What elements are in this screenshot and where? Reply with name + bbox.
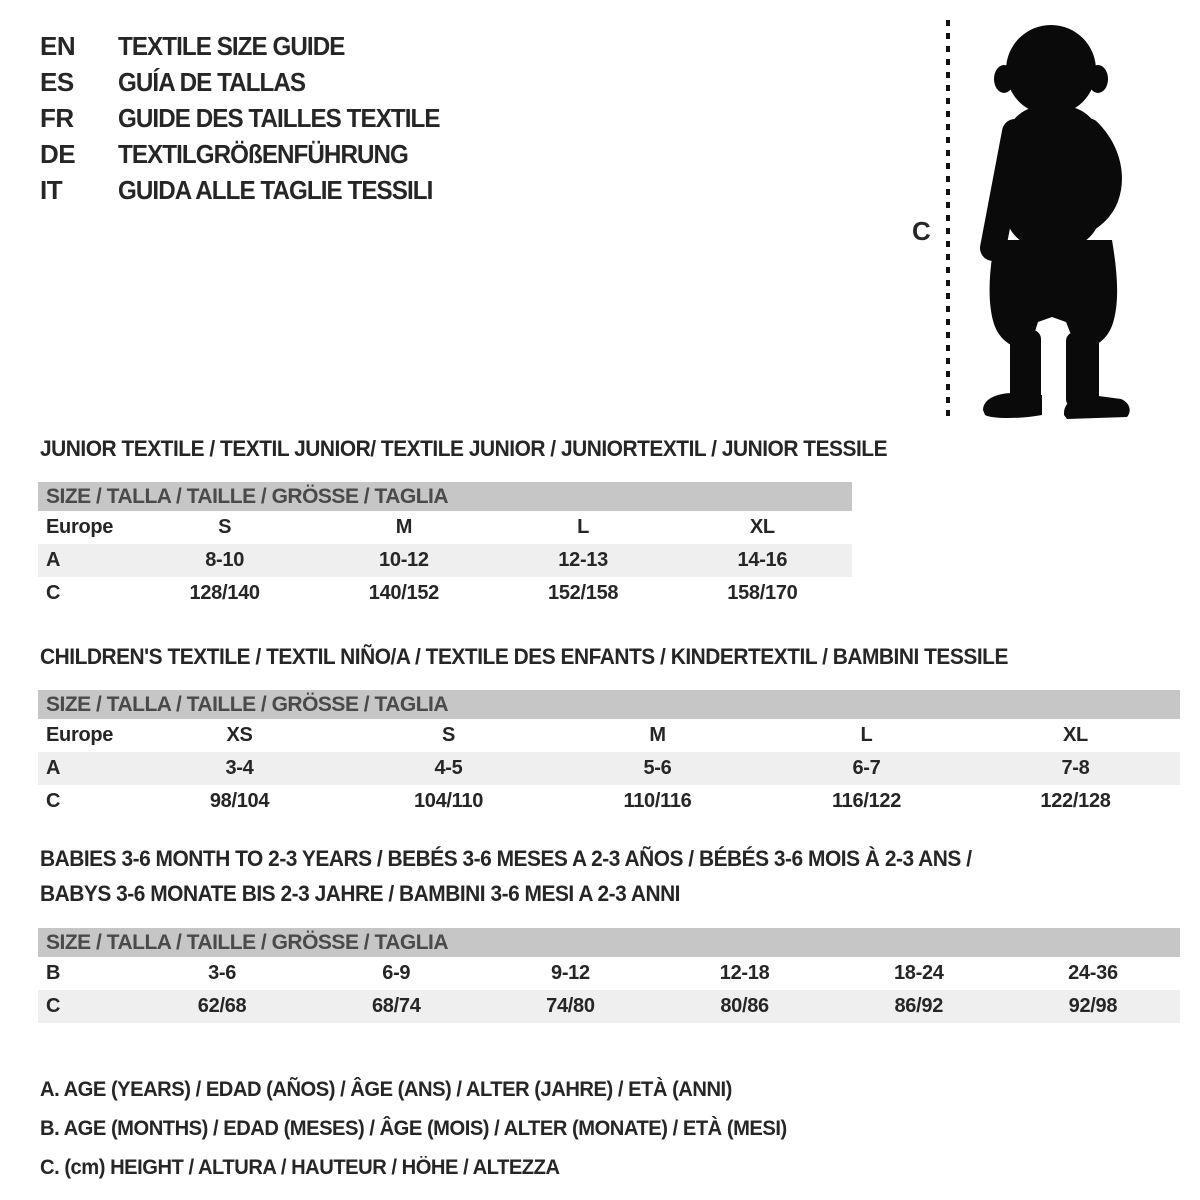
lang-code: DE (40, 138, 76, 169)
lang-code: IT (40, 174, 63, 205)
size-cell: 74/80 (546, 995, 595, 1017)
children-table-rows (38, 719, 1180, 818)
row-label: C (46, 582, 61, 604)
size-cell: 116/122 (831, 790, 902, 812)
size-cell: 6-7 (852, 757, 881, 779)
lang-row-de (40, 136, 464, 172)
legend-line-a: A. AGE (YEARS) / EDAD (AÑOS) / ÂGE (ANS) / ALTER (JAHRE) / ETÀ (ANNI) (40, 1078, 732, 1101)
row-label: A (46, 757, 61, 779)
row-label: B (46, 962, 61, 984)
table-row (38, 957, 1180, 990)
table-row (38, 990, 1180, 1023)
size-cell: 92/98 (1068, 995, 1118, 1017)
size-cell: XL (1063, 724, 1088, 746)
size-cell: 122/128 (1040, 790, 1111, 812)
size-cell: XL (749, 516, 775, 538)
row-label: C (46, 790, 61, 812)
size-header-bar: SIZE / TALLA / TAILLE / GRÖSSE / TAGLIA (38, 482, 852, 511)
junior-section-title (40, 431, 887, 466)
size-cell: 128/140 (189, 582, 260, 604)
lang-title: TEXTILE SIZE GUIDE (118, 30, 345, 61)
row-label: Europe (46, 516, 114, 538)
lang-title: GUIDE DES TAILLES TEXTILE (118, 102, 440, 133)
size-cell: M (395, 516, 413, 538)
size-header-bar: SIZE / TALLA / TAILLE / GRÖSSE / TAGLIA (38, 928, 1180, 957)
toddler-silhouette-icon (962, 12, 1144, 422)
babies-size-table (38, 928, 1180, 1023)
children-section-title (40, 639, 1008, 674)
legend-line-c: C. (cm) HEIGHT / ALTURA / HAUTEUR / HÖHE / ALTEZZA (40, 1156, 560, 1179)
size-cell: 98/104 (209, 790, 270, 812)
size-cell: XS (226, 724, 253, 746)
size-cell: 12-13 (558, 549, 608, 571)
lang-code: EN (40, 30, 76, 61)
lang-title: TEXTILGRÖßENFÜHRUNG (118, 138, 408, 169)
lang-row-it (40, 172, 464, 208)
size-cell: 80/86 (720, 995, 769, 1017)
row-label: Europe (46, 724, 114, 746)
size-cell: 12-18 (719, 962, 770, 984)
size-cell: 140/152 (368, 582, 439, 604)
lang-title: GUIDA ALLE TAGLIE TESSILI (118, 174, 433, 205)
size-cell: 18-24 (893, 962, 944, 984)
size-cell: 158/170 (727, 582, 798, 604)
size-cell: 86/92 (894, 995, 944, 1017)
size-cell: 14-16 (737, 549, 788, 571)
babies-table-rows (38, 957, 1180, 1023)
size-cell: 3-6 (208, 962, 237, 984)
table-row (38, 577, 852, 610)
lang-code: FR (40, 102, 74, 133)
table-row (38, 752, 1180, 785)
size-cell: L (860, 724, 873, 746)
size-cell: 9-12 (551, 962, 590, 984)
table-row (38, 785, 1180, 818)
size-cell: 24-36 (1068, 962, 1118, 984)
size-cell: 10-12 (379, 549, 429, 571)
children-size-table (38, 690, 1180, 818)
table-row (38, 719, 1180, 752)
lang-code: ES (40, 66, 74, 97)
size-cell: 8-10 (205, 549, 245, 571)
size-cell: 68/74 (371, 995, 421, 1017)
size-cell: 4-5 (434, 757, 463, 779)
junior-size-table (38, 482, 852, 610)
row-label: C (46, 995, 61, 1017)
height-measure-label: C (912, 216, 931, 246)
row-label: A (46, 549, 61, 571)
size-cell: 62/68 (197, 995, 247, 1017)
size-cell: 104/110 (413, 790, 484, 812)
table-row (38, 511, 852, 544)
size-cell: L (577, 516, 590, 538)
size-cell: 5-6 (643, 757, 672, 779)
section-title-line: JUNIOR TEXTILE / TEXTIL JUNIOR/ TEXTILE JUNIOR / JUNIORTEXTIL / JUNIOR TESSILE (40, 436, 888, 461)
lang-title: GUÍA DE TALLAS (118, 66, 306, 97)
size-cell: 3-4 (225, 757, 254, 779)
size-cell: S (441, 724, 456, 746)
language-title-list (40, 28, 464, 208)
height-measure-dashed-line (946, 20, 950, 416)
size-cell: 7-8 (1061, 757, 1090, 779)
size-cell: M (649, 724, 666, 746)
size-cell: 6-9 (382, 962, 411, 984)
size-header-bar: SIZE / TALLA / TAILLE / GRÖSSE / TAGLIA (38, 690, 1180, 719)
section-title-line: BABIES 3-6 MONTH TO 2-3 YEARS / BEBÉS 3-6 MESES A 2-3 AÑOS / BÉBÉS 3-6 MOIS À 2-3 ANS / (40, 846, 972, 871)
section-title-line: BABYS 3-6 MONATE BIS 2-3 JAHRE / BAMBINI 3-6 MESI A 2-3 ANNI (40, 881, 681, 906)
junior-table-rows (38, 511, 852, 610)
lang-row-es (40, 64, 464, 100)
size-cell: 110/116 (623, 790, 692, 812)
section-title-line: CHILDREN'S TEXTILE / TEXTIL NIÑO/A / TEXTILE DES ENFANTS / KINDERTEXTIL / BAMBINI TESSILE (40, 644, 1008, 669)
lang-row-fr (40, 100, 464, 136)
table-row (38, 544, 852, 577)
size-cell: S (218, 516, 232, 538)
babies-section-title (40, 841, 972, 911)
legend (40, 1070, 818, 1187)
legend-line-b: B. AGE (MONTHS) / EDAD (MESES) / ÂGE (MOIS) / ALTER (MONATE) / ETÀ (MESI) (40, 1117, 787, 1140)
lang-row-en (40, 28, 464, 64)
size-cell: 152/158 (548, 582, 619, 604)
